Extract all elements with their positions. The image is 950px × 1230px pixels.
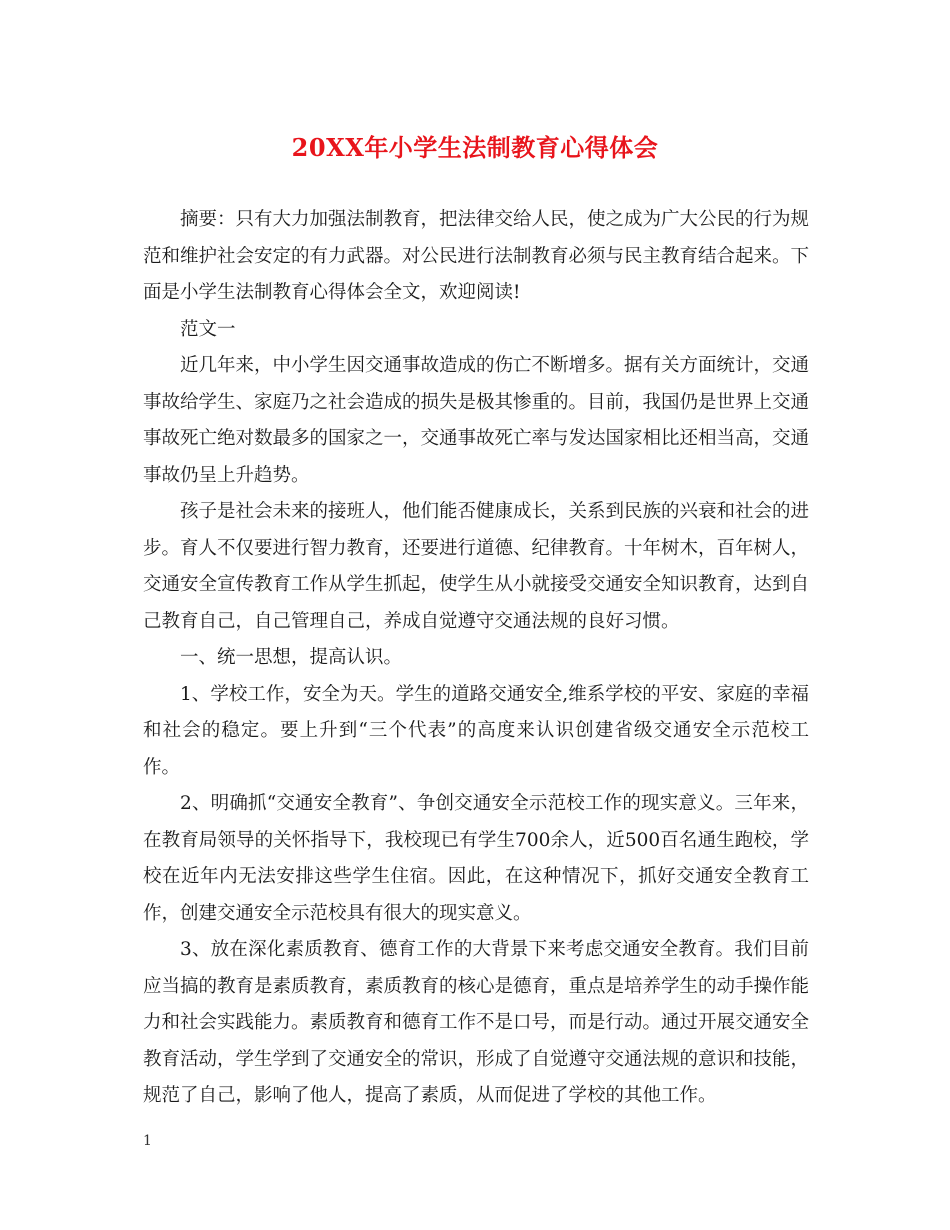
paragraph-children-future: 孩子是社会未来的接班人，他们能否健康成长，关系到民族的兴衰和社会的进步。育人不仅要进行智力教育，还要进行道德、纪律教育。十年树木，百年树人，交通安全宣传教育工作从学生抓起，使学生从小就接受交通安全知识教育，达到自己教育自己，自己管理自己，养成自觉遵守交通法规的良好习惯。 <box>143 501 810 632</box>
section-heading-unify-thinking: 一、统一思想，提高认识。 <box>180 647 403 668</box>
document-body <box>143 202 809 1115</box>
paragraph-point-3: 3、放在深化素质教育、德育工作的大背景下来考虑交通安全教育。我们目前应当搞的教育是素质教育，素质教育的核心是德育，重点是培养学生的动手操作能力和社会实践能力。素质教育和德育工作不是口号，而是行动。通过开展交通安全教育活动，学生学到了交通安全的常识，形成了自觉遵守交通法规的意识和技能，规范了自己，影响了他人，提高了素质，从而促进了学校的其他工作。 <box>143 939 810 1106</box>
paragraph-abstract: 摘要：只有大力加强法制教育，把法律交给人民，使之成为广大公民的行为规范和维护社会安定的有力武器。对公民进行法制教育必须与民主教育结合起来。下面是小学生法制教育心得体会全文，欢迎阅读! <box>143 209 810 303</box>
document-title: 20XX年小学生法制教育心得体会 <box>291 133 659 162</box>
paragraph-point-1: 1、学校工作，安全为天。学生的道路交通安全,维系学校的平安、家庭的幸福和社会的稳定。要上升到“三个代表”的高度来认识创建省级交通安全示范校工作。 <box>143 683 809 778</box>
paragraph-point-2: 2、明确抓“交通安全教育”、争创交通安全示范校工作的现实意义。三年来，在教育局领导的关怀指导下，我校现已有学生700余人，近500百名通生跑校，学校在近年内无法安排这些学生住宿。因此，在这种情况下，抓好交通安全教育工作，创建交通安全示范校具有很大的现实意义。 <box>143 793 809 924</box>
paragraph-sample-heading: 范文一 <box>180 318 236 340</box>
page-number: 1 <box>143 1133 152 1149</box>
paragraph-traffic-accidents: 近几年来，中小学生因交通事故造成的伤亡不断增多。据有关方面统计，交通事故给学生、家庭乃之社会造成的损失是极其惨重的。目前，我国仍是世界上交通事故死亡绝对数最多的国家之一，交通事故死亡率与发达国家相比还相当高，交通事故仍呈上升趋势。 <box>143 355 810 486</box>
